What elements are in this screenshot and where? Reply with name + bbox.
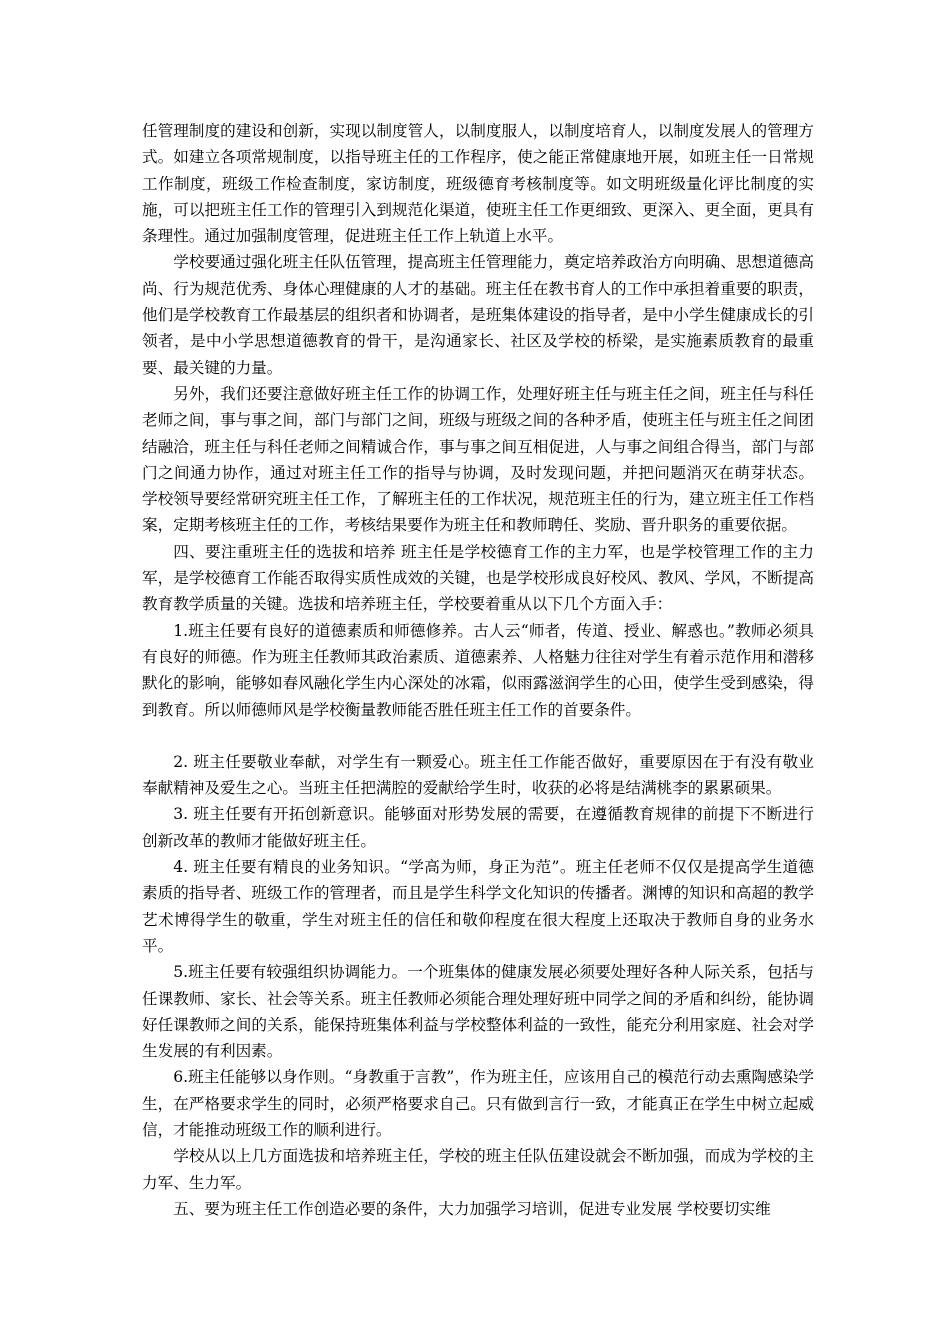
paragraph-item-5: 5.班主任要有较强组织协调能力。一个班集体的健康发展必须要处理好各种人际关系，包括与任课教师、家长、社会等关系。班主任教师必须能合理处理好班中同学之间的矛盾和纠纷，能协调好任课教师之间的关系，能保持班集体利益与学校整体利益的一致性，能充分利用家庭、社会对学生发展的有利因素。 (142, 963, 814, 1061)
document-body (142, 118, 814, 1222)
paragraph-item-3: 3. 班主任要有开拓创新意识。能够面对形势发展的需要，在遵循教育规律的前提下不断进行创新改革的教师才能做好班主任。 (142, 805, 814, 850)
paragraph-management-system: 任管理制度的建设和创新，实现以制度管人，以制度服人，以制度培育人，以制度发展人的管理方式。如建立各项常规制度，以指导班主任的工作程序，使之能正常健康地开展，如班主任一日常规工作制度，班级工作检查制度，家访制度，班级德育考核制度等。如文明班级量化评比制度的实施，可以把班主任工作的管理引入到规范化渠道，使班主任工作更细致、更深入、更全面，更具有条理性。通过加强制度管理，促进班主任工作上轨道上水平。 (142, 122, 814, 246)
blank-line (142, 723, 814, 749)
paragraph-item-4: 4. 班主任要有精良的业务知识。“学高为师，身正为范”。班主任老师不仅仅是提高学生道德素质的指导者、班级工作的管理者，而且是学生科学文化知识的传播者。渊博的知识和高超的教学艺术博得学生的敬重，学生对班主任的信任和敬仰程度在很大程度上还取决于教师自身的业务水平。 (142, 858, 814, 955)
paragraph-coordination: 另外，我们还要注意做好班主任工作的协调工作，处理好班主任与班主任之间，班主任与科任老师之间，事与事之间，部门与部门之间，班级与班级之间的各种矛盾，使班主任与班主任之间团结融洽，班主任与科任老师之间精诚合作，事与事之间互相促进，人与事之间组合得当，部门与部门之间通力协作，通过对班主任工作的指导与协调，及时发现问题，并把问题消灭在萌芽状态。 学校领导要经常研究班主任工作，了解班主任的工作状况，规范班主任的行为，建立班主任工作档案，定期考核班主任的工作，考核结果要作为班主任和教师聘任、奖励、晋升职务的重要依据。 (142, 384, 814, 535)
paragraph-summary: 学校从以上几方面选拔和培养班主任，学校的班主任队伍建设就会不断加强，而成为学校的主力军、生力军。 (142, 1147, 814, 1192)
paragraph-section-five-heading: 五、要为班主任工作创造必要的条件，大力加强学习培训，促进专业发展 学校要切实维 (173, 1199, 771, 1218)
paragraph-item-2: 2. 班主任要敬业奉献，对学生有一颗爱心。班主任工作能否做好，重要原因在于有没有敬业奉献精神及爱生之心。当班主任把满腔的爱献给学生时，收获的必将是结满桃李的累累硕果。 (142, 752, 814, 798)
paragraph-item-6: 6.班主任能够以身作则。“身教重于言教”，作为班主任，应该用自己的模范行动去熏陶感染学生，在严格要求学生的同时，必须严格要求自己。只有做到言行一致，才能真正在学生中树立起威信，才能推动班级工作的顺利进行。 (142, 1068, 814, 1139)
paragraph-team-management: 学校要通过强化班主任队伍管理，提高班主任管理能力，奠定培养政治方向明确、思想道德高尚、行为规范优秀、身体心理健康的人才的基础。班主任在教书育人的工作中承担着重要的职责，他们是学校教育工作最基层的组织者和协调者，是班集体建设的指导者，是中小学生健康成长的引领者，是中小学思想道德教育的骨干，是沟通家长、社区及学校的桥梁，是实施素质教育的最重要、最关键的力量。 (142, 253, 814, 377)
paragraph-section-four-heading: 四、要注重班主任的选拔和培养 班主任是学校德育工作的主力军，也是学校管理工作的主力军，是学校德育工作能否取得实质性成效的关键，也是学校形成良好校风、教风、学风，不断提高教育教学质量的关键。选拔和培养班主任，学校要着重从以下几个方面入手： (142, 542, 814, 614)
paragraph-item-1: 1.班主任要有良好的道德素质和师德修养。古人云“师者，传道、授业、解惑也。”教师必须具有良好的师德。作为班主任教师其政治素质、道德素养、人格魅力往往对学生有着示范作用和潜移默化的影响，能够如春风融化学生内心深处的冰霜，似雨露滋润学生的心田，使学生受到感染，得到教育。所以师德师风是学校衡量教师能否胜任班主任工作的首要条件。 (142, 621, 814, 719)
